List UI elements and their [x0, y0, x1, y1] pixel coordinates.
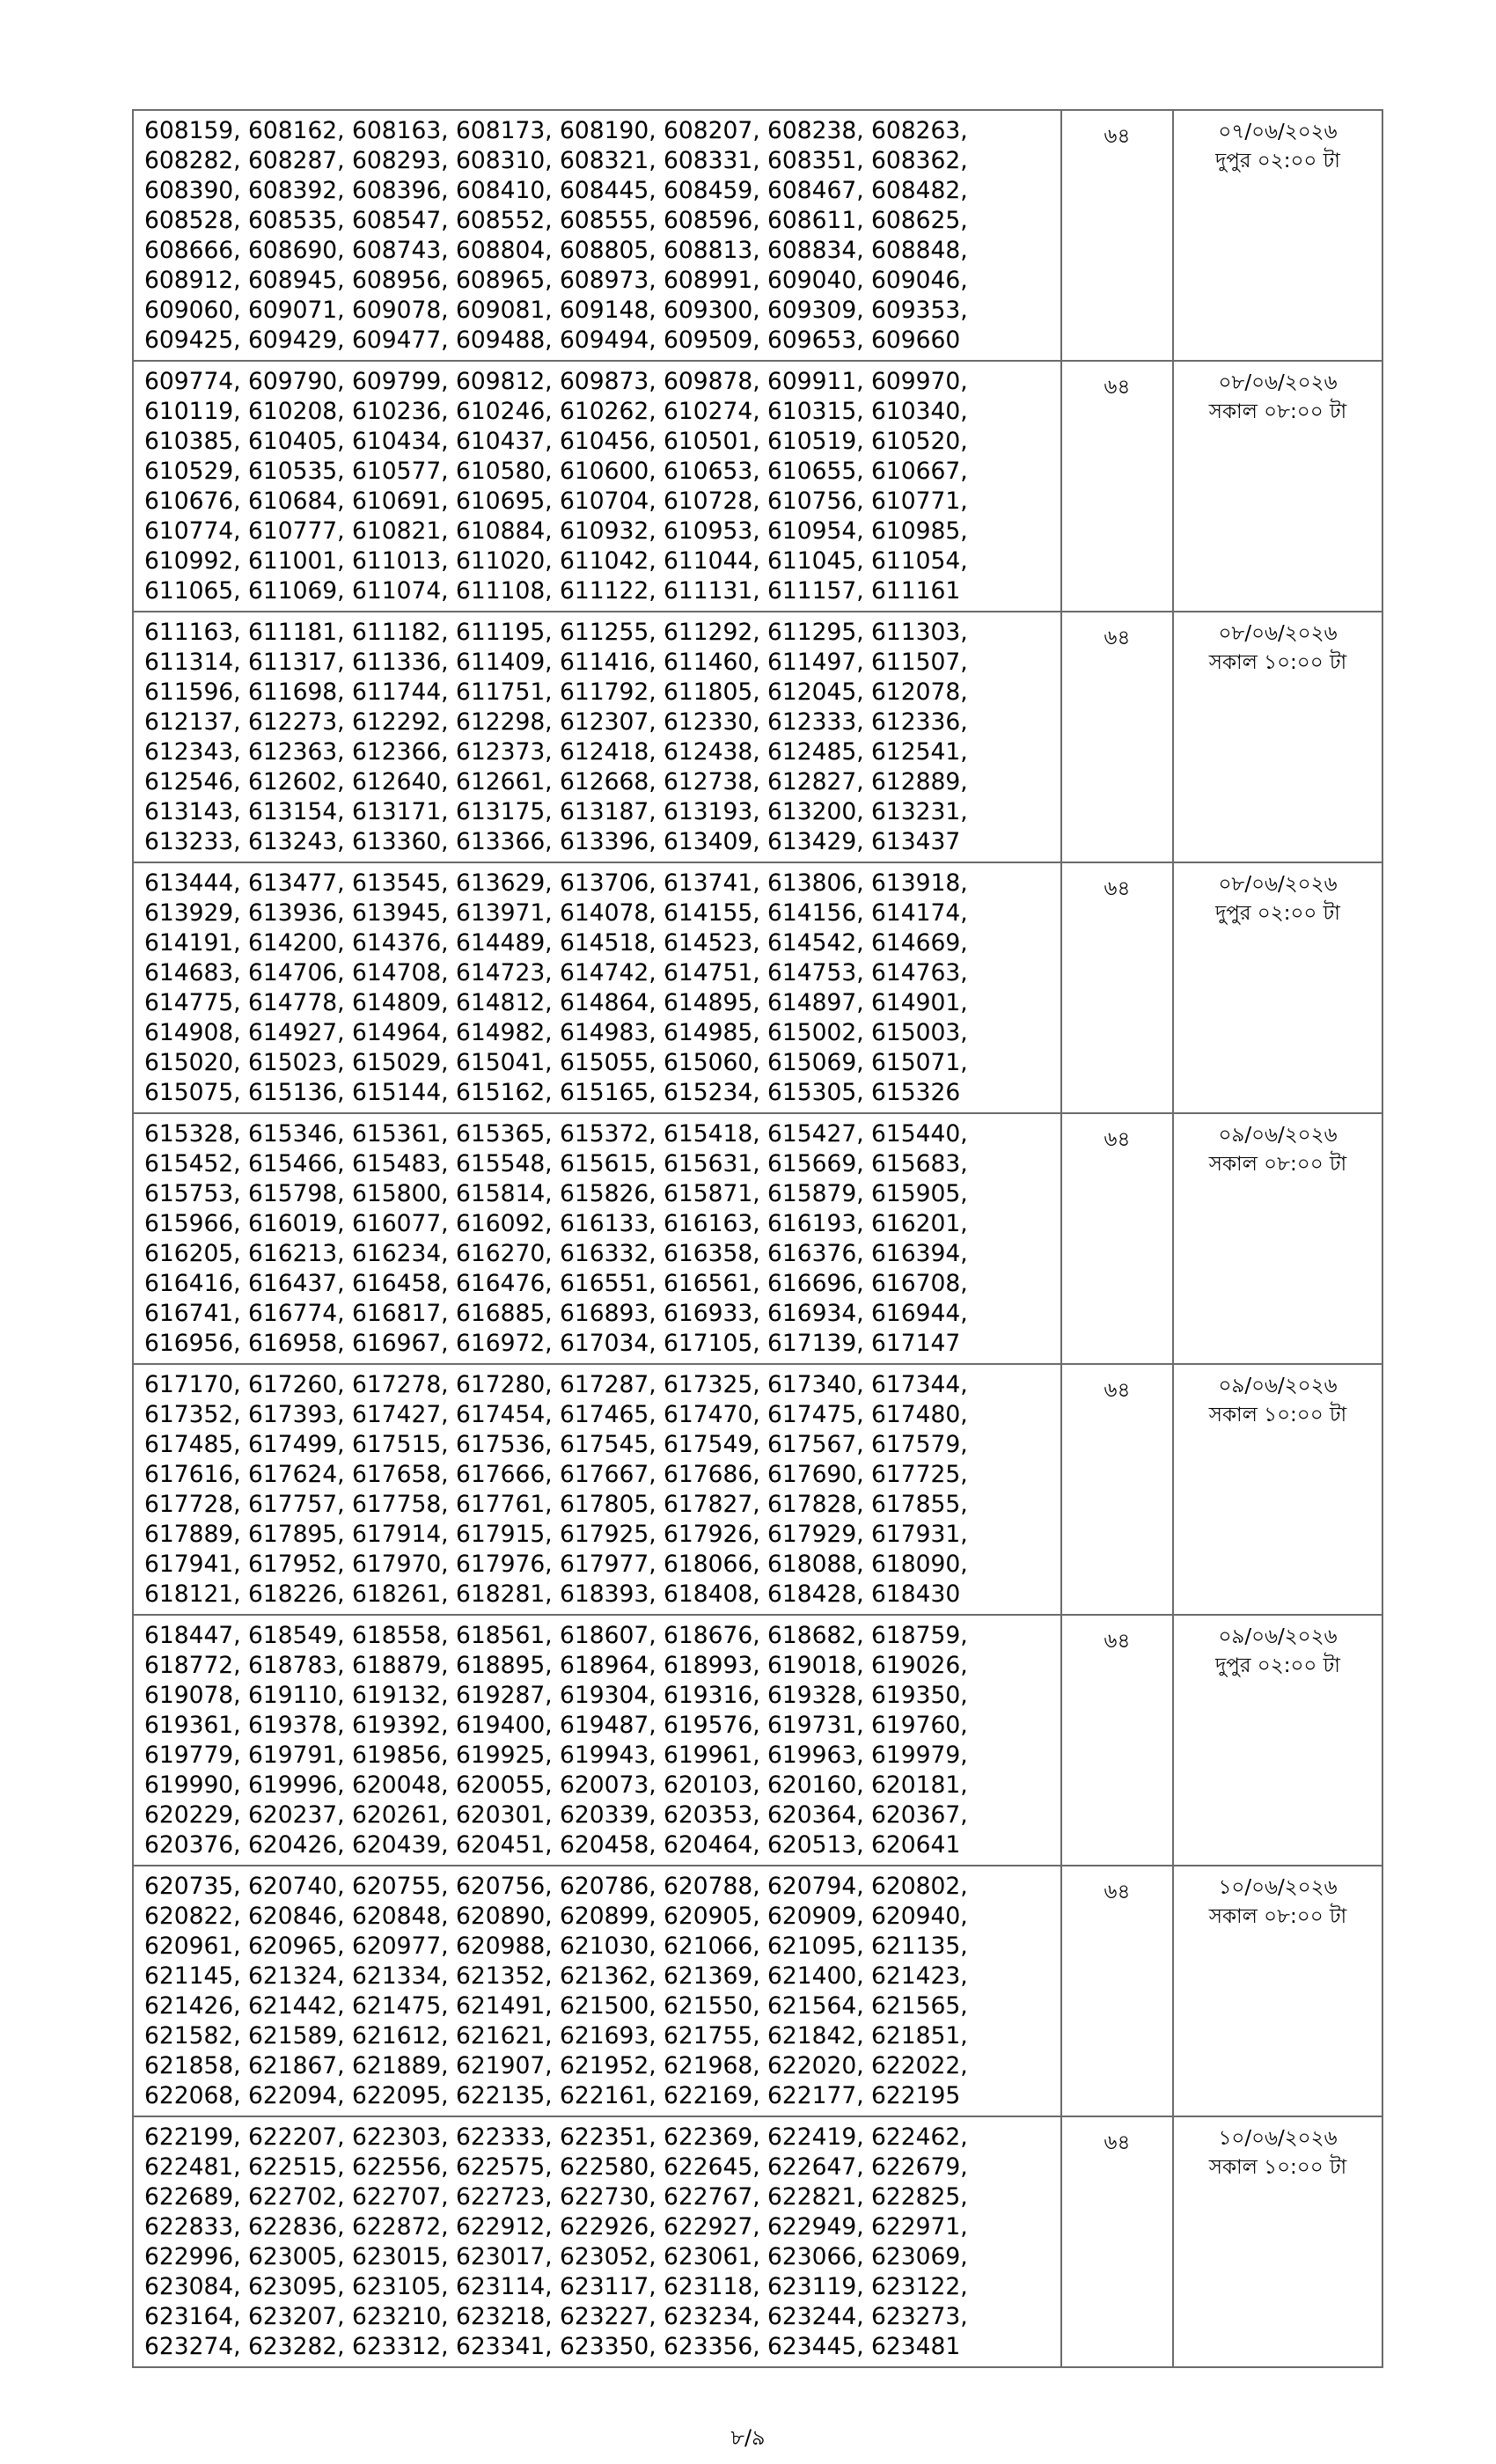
- candidate-count-cell: ৬৪: [1061, 862, 1173, 1113]
- candidate-count-cell: ৬৪: [1061, 361, 1173, 612]
- roll-number-line: 610119, 610208, 610236, 610246, 610262, 610274, 610315, 610340,: [144, 398, 968, 425]
- roll-number-line: 617616, 617624, 617658, 617666, 617667, 617686, 617690, 617725,: [144, 1461, 968, 1488]
- roll-numbers-cell: [133, 612, 1061, 862]
- roll-number-line: 614191, 614200, 614376, 614489, 614518, 614523, 614542, 614669,: [144, 929, 968, 957]
- candidate-count-cell: ৬৪: [1061, 1113, 1173, 1364]
- roll-number-line: 621426, 621442, 621475, 621491, 621500, 621550, 621564, 621565,: [144, 1992, 968, 2020]
- exam-date: ০৯/০৬/২০২৬: [1218, 1625, 1338, 1648]
- roll-number-line: 613929, 613936, 613945, 613971, 614078, 614155, 614156, 614174,: [144, 899, 968, 927]
- exam-time: সকাল ১০:০০ টা: [1208, 2156, 1347, 2179]
- roll-numbers-cell: [133, 1364, 1061, 1615]
- roll-number-line: 615966, 616019, 616077, 616092, 616133, 616163, 616193, 616201,: [144, 1210, 968, 1237]
- roll-number-line: 619779, 619791, 619856, 619925, 619943, 619961, 619963, 619979,: [144, 1742, 968, 1769]
- roll-numbers-cell: [133, 361, 1061, 612]
- candidate-count-cell: ৬৪: [1061, 110, 1173, 361]
- roll-number-line: 617170, 617260, 617278, 617280, 617287, 617325, 617340, 617344,: [144, 1371, 968, 1398]
- roll-number-line: 618772, 618783, 618879, 618895, 618964, 618993, 619018, 619026,: [144, 1652, 968, 1679]
- exam-date: ০৮/০৬/২০২৬: [1218, 622, 1338, 645]
- exam-time: দুপুর ০২:০০ টা: [1215, 902, 1340, 925]
- roll-numbers-cell: [133, 110, 1061, 361]
- roll-number-line: 613233, 613243, 613360, 613366, 613396, 613409, 613429, 613437: [144, 828, 961, 855]
- roll-numbers-cell: [133, 862, 1061, 1113]
- schedule-row: [133, 862, 1382, 1113]
- roll-number-line: 620229, 620237, 620261, 620301, 620339, 620353, 620364, 620367,: [144, 1801, 968, 1829]
- roll-number-line: 613143, 613154, 613171, 613175, 613187, 613193, 613200, 613231,: [144, 798, 968, 825]
- roll-numbers-cell: [133, 1866, 1061, 2116]
- schedule-row: [133, 110, 1382, 361]
- roll-number-line: 615753, 615798, 615800, 615814, 615826, 615871, 615879, 615905,: [144, 1180, 968, 1207]
- schedule-table-body: [133, 110, 1382, 2367]
- roll-number-line: 617728, 617757, 617758, 617761, 617805, 617827, 617828, 617855,: [144, 1491, 968, 1518]
- roll-number-line: 615075, 615136, 615144, 615162, 615165, 615234, 615305, 615326: [144, 1079, 961, 1106]
- candidate-count-cell: ৬৪: [1061, 1866, 1173, 2116]
- roll-number-line: 610529, 610535, 610577, 610580, 610600, 610653, 610655, 610667,: [144, 458, 968, 485]
- roll-number-line: 608159, 608162, 608163, 608173, 608190, 608207, 608238, 608263,: [144, 117, 968, 144]
- candidate-count-cell: ৬৪: [1061, 1615, 1173, 1866]
- page-number: ৮/৯: [730, 2425, 766, 2450]
- roll-numbers-cell: [133, 2116, 1061, 2367]
- exam-datetime-cell: [1173, 1364, 1382, 1615]
- roll-number-line: 609060, 609071, 609078, 609081, 609148, 609300, 609309, 609353,: [144, 297, 968, 324]
- exam-datetime-cell: [1173, 1866, 1382, 2116]
- schedule-row: [133, 1113, 1382, 1364]
- roll-number-line: 615452, 615466, 615483, 615548, 615615, 615631, 615669, 615683,: [144, 1150, 968, 1177]
- exam-date: ০৮/০৬/২০২৬: [1218, 371, 1338, 394]
- exam-time: সকাল ০৮:০০ টা: [1208, 1153, 1347, 1176]
- roll-number-line: 608282, 608287, 608293, 608310, 608321, 608331, 608351, 608362,: [144, 147, 968, 174]
- candidate-count-cell: ৬৪: [1061, 1364, 1173, 1615]
- schedule-row: [133, 2116, 1382, 2367]
- roll-number-line: 614683, 614706, 614708, 614723, 614742, 614751, 614753, 614763,: [144, 959, 968, 986]
- exam-datetime-cell: [1173, 1113, 1382, 1364]
- exam-time: সকাল ০৮:০০ টা: [1208, 400, 1347, 423]
- roll-number-line: 617485, 617499, 617515, 617536, 617545, 617549, 617567, 617579,: [144, 1431, 968, 1458]
- roll-number-line: 610385, 610405, 610434, 610437, 610456, 610501, 610519, 610520,: [144, 428, 968, 455]
- roll-number-line: 622689, 622702, 622707, 622723, 622730, 622767, 622821, 622825,: [144, 2183, 968, 2211]
- exam-time: দুপুর ০২:০০ টা: [1215, 150, 1340, 172]
- exam-date: ০৯/০৬/২০২৬: [1218, 1375, 1338, 1397]
- roll-number-line: 608528, 608535, 608547, 608552, 608555, 608596, 608611, 608625,: [144, 207, 968, 234]
- roll-number-line: 616956, 616958, 616967, 616972, 617034, 617105, 617139, 617147: [144, 1330, 961, 1357]
- roll-number-line: 612137, 612273, 612292, 612298, 612307, 612330, 612333, 612336,: [144, 708, 968, 736]
- roll-number-line: 623084, 623095, 623105, 623114, 623117, 623118, 623119, 623122,: [144, 2273, 968, 2300]
- exam-datetime-cell: [1173, 612, 1382, 862]
- exam-date: ১০/০৬/২০২৬: [1218, 2127, 1338, 2150]
- exam-schedule-table: [132, 109, 1383, 2368]
- roll-number-line: 617889, 617895, 617914, 617915, 617925, 617926, 617929, 617931,: [144, 1521, 968, 1548]
- roll-number-line: 608390, 608392, 608396, 608410, 608445, 608459, 608467, 608482,: [144, 177, 968, 204]
- roll-number-line: 608912, 608945, 608956, 608965, 608973, 608991, 609040, 609046,: [144, 267, 968, 294]
- candidate-count-cell: ৬৪: [1061, 2116, 1173, 2367]
- roll-number-line: 620961, 620965, 620977, 620988, 621030, 621066, 621095, 621135,: [144, 1932, 968, 1960]
- roll-number-line: 619990, 619996, 620048, 620055, 620073, 620103, 620160, 620181,: [144, 1771, 968, 1799]
- exam-datetime-cell: [1173, 1615, 1382, 1866]
- roll-number-line: 616416, 616437, 616458, 616476, 616551, 616561, 616696, 616708,: [144, 1270, 968, 1297]
- roll-number-line: 611163, 611181, 611182, 611195, 611255, 611292, 611295, 611303,: [144, 619, 968, 646]
- roll-number-line: 620376, 620426, 620439, 620451, 620458, 620464, 620513, 620641: [144, 1831, 961, 1859]
- exam-time: সকাল ১০:০০ টা: [1208, 1404, 1347, 1426]
- roll-number-line: 610774, 610777, 610821, 610884, 610932, 610953, 610954, 610985,: [144, 517, 968, 545]
- exam-date: ০৮/০৬/২০২৬: [1218, 873, 1338, 896]
- roll-number-line: 615328, 615346, 615361, 615365, 615372, 615418, 615427, 615440,: [144, 1120, 968, 1148]
- roll-number-line: 623274, 623282, 623312, 623341, 623350, 623356, 623445, 623481: [144, 2333, 961, 2360]
- roll-numbers-cell: [133, 1113, 1061, 1364]
- roll-number-line: 610676, 610684, 610691, 610695, 610704, 610728, 610756, 610771,: [144, 488, 968, 515]
- schedule-row: [133, 1615, 1382, 1866]
- roll-number-line: 623164, 623207, 623210, 623218, 623227, 623234, 623244, 623273,: [144, 2303, 968, 2330]
- schedule-row: [133, 1866, 1382, 2116]
- roll-number-line: 609774, 609790, 609799, 609812, 609873, 609878, 609911, 609970,: [144, 368, 968, 395]
- exam-date: ০৭/০৬/২০২৬: [1218, 121, 1338, 143]
- roll-number-line: 608666, 608690, 608743, 608804, 608805, 608813, 608834, 608848,: [144, 237, 968, 264]
- roll-number-line: 618121, 618226, 618261, 618281, 618393, 618408, 618428, 618430: [144, 1580, 961, 1608]
- exam-time: সকাল ১০:০০ টা: [1208, 651, 1347, 674]
- exam-datetime-cell: [1173, 361, 1382, 612]
- roll-number-line: 614908, 614927, 614964, 614982, 614983, 614985, 615002, 615003,: [144, 1019, 968, 1046]
- roll-number-line: 616741, 616774, 616817, 616885, 616893, 616933, 616934, 616944,: [144, 1300, 968, 1327]
- roll-number-line: 616205, 616213, 616234, 616270, 616332, 616358, 616376, 616394,: [144, 1240, 968, 1267]
- roll-number-line: 621145, 621324, 621334, 621352, 621362, 621369, 621400, 621423,: [144, 1962, 968, 1990]
- roll-number-line: 611065, 611069, 611074, 611108, 611122, 611131, 611157, 611161: [144, 577, 961, 605]
- roll-number-line: 613444, 613477, 613545, 613629, 613706, 613741, 613806, 613918,: [144, 869, 968, 897]
- roll-number-line: 611314, 611317, 611336, 611409, 611416, 611460, 611497, 611507,: [144, 649, 968, 676]
- roll-number-line: 621582, 621589, 621612, 621621, 621693, 621755, 621842, 621851,: [144, 2022, 968, 2050]
- roll-number-line: 619361, 619378, 619392, 619400, 619487, 619576, 619731, 619760,: [144, 1712, 968, 1739]
- candidate-count-cell: ৬৪: [1061, 612, 1173, 862]
- roll-number-line: 621858, 621867, 621889, 621907, 621952, 621968, 622020, 622022,: [144, 2052, 968, 2079]
- schedule-row: [133, 361, 1382, 612]
- roll-number-line: 620735, 620740, 620755, 620756, 620786, 620788, 620794, 620802,: [144, 1873, 968, 1900]
- roll-number-line: 619078, 619110, 619132, 619287, 619304, 619316, 619328, 619350,: [144, 1682, 968, 1709]
- exam-datetime-cell: [1173, 110, 1382, 361]
- exam-date: ০৯/০৬/২০২৬: [1218, 1124, 1338, 1147]
- roll-number-line: 622833, 622836, 622872, 622912, 622926, 622927, 622949, 622971,: [144, 2213, 968, 2240]
- roll-number-line: 611596, 611698, 611744, 611751, 611792, 611805, 612045, 612078,: [144, 678, 968, 706]
- roll-number-line: 617352, 617393, 617427, 617454, 617465, 617470, 617475, 617480,: [144, 1401, 968, 1428]
- roll-number-line: 622068, 622094, 622095, 622135, 622161, 622169, 622177, 622195: [144, 2082, 961, 2109]
- roll-numbers-cell: [133, 1615, 1061, 1866]
- roll-number-line: 609425, 609429, 609477, 609488, 609494, 609509, 609653, 609660: [144, 326, 961, 354]
- exam-time: দুপুর ০২:০০ টা: [1215, 1654, 1340, 1677]
- schedule-row: [133, 1364, 1382, 1615]
- roll-number-line: 610992, 611001, 611013, 611020, 611042, 611044, 611045, 611054,: [144, 547, 968, 575]
- roll-number-line: 622199, 622207, 622303, 622333, 622351, 622369, 622419, 622462,: [144, 2123, 968, 2151]
- exam-date: ১০/০৬/২০২৬: [1218, 1876, 1338, 1899]
- roll-number-line: 614775, 614778, 614809, 614812, 614864, 614895, 614897, 614901,: [144, 989, 968, 1016]
- roll-number-line: 618447, 618549, 618558, 618561, 618607, 618676, 618682, 618759,: [144, 1622, 968, 1649]
- roll-number-line: 612546, 612602, 612640, 612661, 612668, 612738, 612827, 612889,: [144, 768, 968, 796]
- roll-number-line: 617941, 617952, 617970, 617976, 617977, 618066, 618088, 618090,: [144, 1551, 968, 1578]
- exam-datetime-cell: [1173, 862, 1382, 1113]
- roll-number-line: 622996, 623005, 623015, 623017, 623052, 623061, 623066, 623069,: [144, 2243, 968, 2270]
- exam-time: সকাল ০৮:০০ টা: [1208, 1905, 1347, 1928]
- roll-number-line: 622481, 622515, 622556, 622575, 622580, 622645, 622647, 622679,: [144, 2153, 968, 2181]
- roll-number-line: 612343, 612363, 612366, 612373, 612418, 612438, 612485, 612541,: [144, 738, 968, 766]
- roll-number-line: 615020, 615023, 615029, 615041, 615055, 615060, 615069, 615071,: [144, 1049, 968, 1076]
- roll-number-line: 620822, 620846, 620848, 620890, 620899, 620905, 620909, 620940,: [144, 1903, 968, 1930]
- exam-datetime-cell: [1173, 2116, 1382, 2367]
- schedule-row: [133, 612, 1382, 862]
